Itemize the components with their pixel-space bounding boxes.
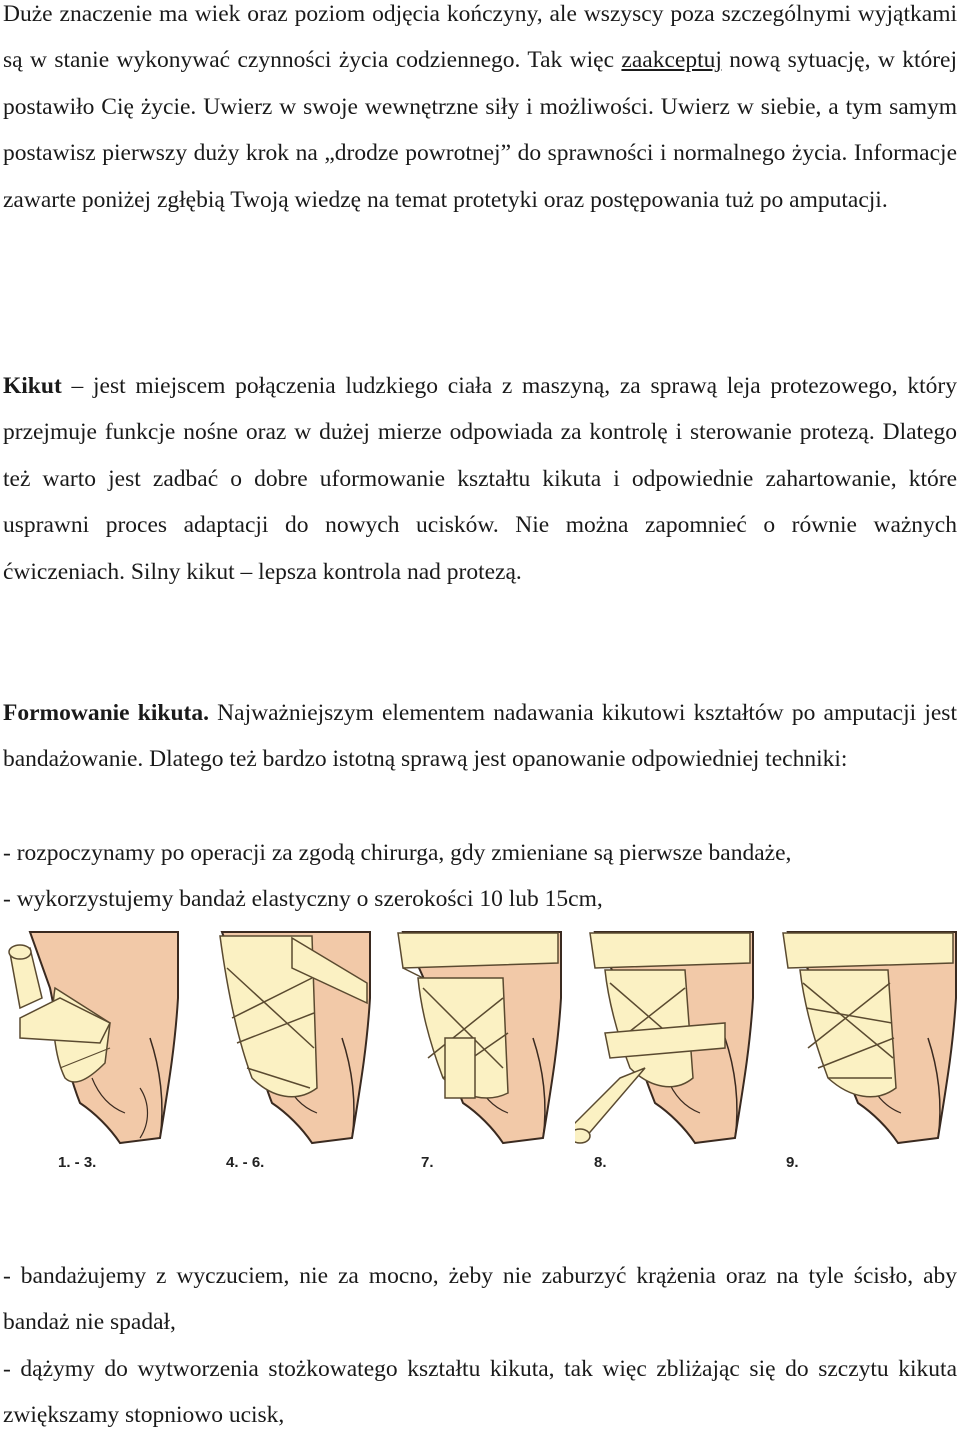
- step-label: 9.: [786, 1154, 799, 1171]
- list-item: - dążymy do wytworzenia stożkowatego kształtu kikuta, tak więc zbliżając się do szczytu kikuta zwiększamy stopniowo ucisk,: [3, 1356, 957, 1429]
- intro-text-3: Informacje zawarte poniżej zgłębią Twoją wiedzę na temat protetyki oraz postępowania tuż po amputacji.: [3, 140, 957, 213]
- leg-step-7: [383, 928, 573, 1158]
- formowanie-term: Formowanie kikuta.: [3, 700, 209, 726]
- step-label: 7.: [421, 1154, 434, 1171]
- list-item: - bandażujemy z wyczuciem, nie za mocno, żeby nie zaburzyć krążenia oraz na tyle ścisło, aby bandaż nie spadał,: [3, 1263, 957, 1336]
- leg-step-9: [768, 928, 960, 1158]
- underlined-word: zaakceptuj: [621, 47, 722, 74]
- formowanie-text: Najważniejszym elementem nadawania kikutowi kształtów po amputacji jest bandażowanie. Dlatego też bardzo istotną sprawą jest opanowanie odpowiedniej techniki:: [3, 700, 957, 773]
- leg-step-8: [575, 928, 765, 1158]
- intro-text-2: nową sytuację, w której postawiło Cię życie. Uwierz w swoje wewnętrzne siły i możliwości. Uwierz w siebie, a tym samym postawisz pierwszy duży krok na „drodze powrotnej” do sprawności i normalnego życia.: [3, 47, 958, 167]
- leg-step-1-3: [0, 928, 190, 1158]
- step-label: 4. - 6.: [226, 1154, 265, 1171]
- kikut-paragraph: [3, 363, 957, 595]
- kikut-term: Kikut: [3, 373, 62, 399]
- intro-text-1: Duże znaczenie ma wiek oraz poziom odjęcia kończyny, ale wszyscy poza szczególnymi wyjątkami są w stanie wykonywać czynności życia codziennego. Tak więc: [3, 1, 957, 74]
- list-item: - rozpoczynamy po operacji za zgodą chirurga, gdy zmieniane są pierwsze bandaże,: [3, 840, 792, 866]
- leg-step-4-6: [192, 928, 382, 1158]
- bandaging-illustration: [0, 928, 960, 1190]
- list-item: - wykorzystujemy bandaż elastyczny o szerokości 10 lub 15cm,: [3, 886, 603, 912]
- step-label: 1. - 3.: [58, 1154, 97, 1171]
- intro-paragraph: [3, 0, 957, 223]
- formowanie-paragraph: [3, 690, 957, 783]
- step-label: 8.: [594, 1154, 607, 1171]
- kikut-text: – jest miejscem połączenia ludzkiego ciała z maszyną, za sprawą leja protezowego, który przejmuje funkcje nośne oraz w dużej mierze odpowiada za kontrolę i sterowanie protezą. Dlatego też warto jest zadbać o dobre uformowanie kształtu kikuta i odpowiednie zahartowanie, które usprawni proces adaptacji do nowych ucisków. Nie można zapomnieć o równie ważnych ćwiczeniach. Silny kikut – lepsza kontrola nad protezą.: [3, 373, 957, 585]
